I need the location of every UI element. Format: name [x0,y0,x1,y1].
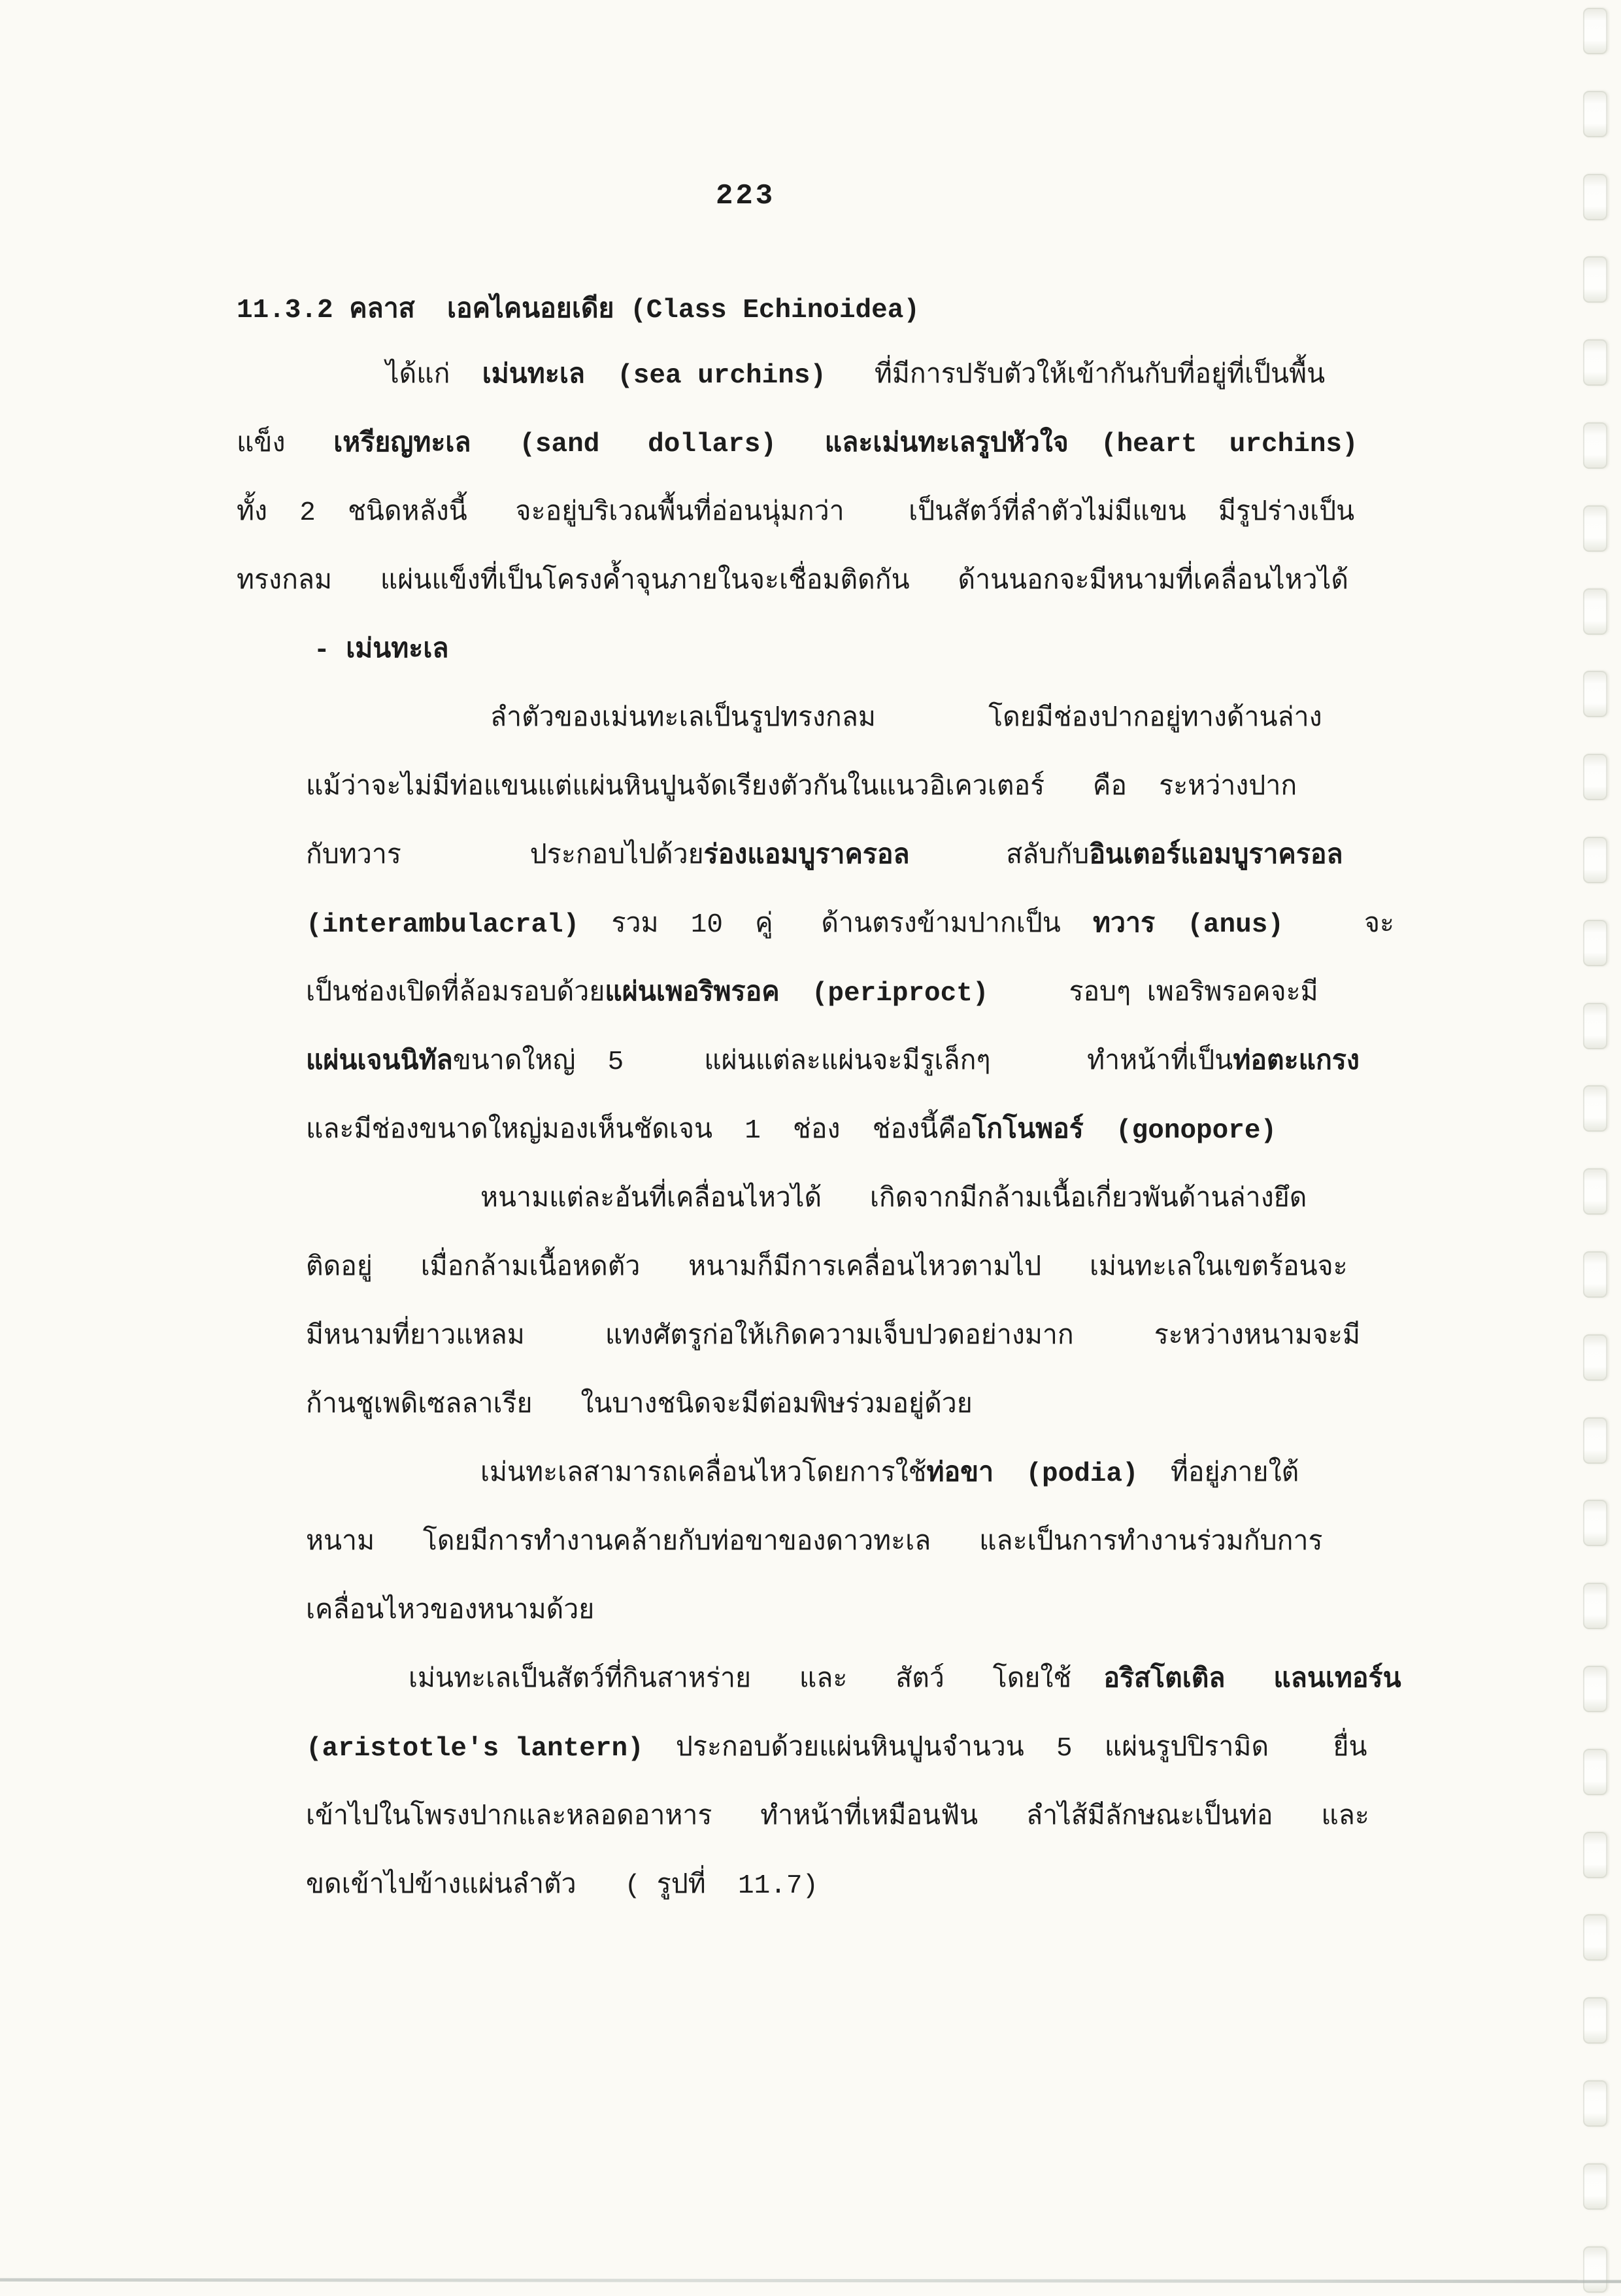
text-line: ทรงกลม แผ่นแข็งที่เป็นโครงค้ำจุนภายในจะเชื่อมติดกัน ด้านนอกจะมีหนามที่เคลื่อนไหวได้ [237,567,1348,597]
section-heading: 11.3.2 คลาส เอคไคนอยเดีย (Class Echinoidea) [237,295,920,326]
binder-hole [1583,588,1607,635]
text-line: ทั้ง 2 ชนิดหลังนี้ จะอยู่บริเวณพื้นที่อ่อนนุ่มกว่า เป็นสัตว์ที่ลำตัวไม่มีแขน มีรูปร่างเป็น [237,498,1355,528]
binder-hole [1583,2246,1607,2293]
binder-hole [1583,1168,1607,1215]
binder-hole [1583,2080,1607,2127]
binder-hole [1583,1997,1607,2044]
text-line: ติดอยู่ เมื่อกล้ามเนื้อหดตัว หนามก็มีการเคลื่อนไหวตามไป เม่นทะเลในเขตร้อนจะ [306,1253,1348,1283]
text-line: แผ่นเจนนิทัลขนาดใหญ่ 5 แผ่นแต่ละแผ่นจะมีรูเล็กๆ ทำหน้าที่เป็นท่อตะแกรง [306,1047,1360,1077]
text-line: แข็ง เหรียญทะเล (sand dollars) และเม่นทะเลรูปหัวใจ (heart urchins) [237,430,1358,460]
binder-hole [1583,920,1607,966]
binder-hole [1583,1832,1607,1878]
binder-hole [1583,837,1607,883]
sub-heading: - เม่นทะเล [314,635,449,666]
binder-hole [1583,1914,1607,1961]
binder-hole [1583,339,1607,386]
binder-hole [1583,174,1607,220]
binder-hole [1583,2163,1607,2210]
binder-hole [1583,91,1607,137]
binder-hole [1583,1003,1607,1049]
text-line: หนาม โดยมีการทำงานคล้ายกับท่อขาของดาวทะเล และเป็นการทำงานร่วมกับการ [306,1528,1323,1558]
text-line: (interambulacral) รวม 10 คู่ ด้านตรงข้ามปากเป็น ทวาร (anus) จะ [306,910,1395,940]
text-line: เม่นทะเลสามารถเคลื่อนไหวโดยการใช้ท่อขา (podia) ที่อยู่ภายใต้ [480,1459,1299,1489]
text-line: ลำตัวของเม่นทะเลเป็นรูปทรงกลม โดยมีช่องปากอยู่ทางด้านล่าง [490,704,1322,734]
binder-hole [1583,1417,1607,1464]
binder-hole [1583,1666,1607,1712]
binder-hole [1583,8,1607,54]
scan-edge-line [0,2278,1621,2284]
text-line: ก้านชูเพดิเซลลาเรีย ในบางชนิดจะมีต่อมพิษร่วมอยู่ด้วย [306,1391,973,1421]
binder-hole [1583,422,1607,469]
binder-hole [1583,671,1607,717]
text-line: หนามแต่ละอันที่เคลื่อนไหวได้ เกิดจากมีกล้ามเนื้อเกี่ยวพันด้านล่างยึด [480,1185,1307,1215]
text-line: และมีช่องขนาดใหญ่มองเห็นชัดเจน 1 ช่อง ช่องนี้คือโกโนพอร์ (gonopore) [306,1116,1277,1146]
text-line: (aristotle's lantern) ประกอบด้วยแผ่นหินปูนจำนวน 5 แผ่นรูปปิรามิด ยื่น [306,1734,1367,1764]
binder-hole [1583,256,1607,303]
page-number: 223 [716,180,776,212]
text-line: กับทวาร ประกอบไปด้วยร่องแอมบูราครอล สลับกับอินเตอร์แอมบูราครอล [306,841,1343,871]
binder-hole [1583,1251,1607,1298]
text-line: มีหนามที่ยาวแหลม แทงศัตรูก่อให้เกิดความเจ็บปวดอย่างมาก ระหว่างหนามจะมี [306,1322,1361,1352]
text-line: ได้แก่ เม่นทะเล (sea urchins) ที่มีการปรับตัวให้เข้ากันกับที่อยู่ที่เป็นพื้น [386,361,1326,391]
text-line: เคลื่อนไหวของหนามด้วย [306,1596,595,1627]
text-line: ขดเข้าไปข้างแผ่นลำตัว ( รูปที่ 11.7) [306,1871,819,1901]
binder-hole [1583,754,1607,800]
text-line: เม่นทะเลเป็นสัตว์ที่กินสาหร่าย และ สัตว์ โดยใช้ อริสโตเติล แลนเทอร์น [409,1665,1401,1695]
binder-hole [1583,505,1607,552]
binder-hole [1583,1500,1607,1546]
binder-hole [1583,1583,1607,1629]
text-line: เข้าไปในโพรงปากและหลอดอาหาร ทำหน้าที่เหมือนฟัน ลำไส้มีลักษณะเป็นท่อ และ [306,1802,1369,1832]
binder-hole [1583,1749,1607,1795]
binder-hole [1583,1085,1607,1132]
text-line: แม้ว่าจะไม่มีท่อแขนแต่แผ่นหินปูนจัดเรียงตัวกันในแนวอิเควเตอร์ คือ ระหว่างปาก [306,773,1297,803]
binder-hole [1583,1334,1607,1381]
text-line: เป็นช่องเปิดที่ล้อมรอบด้วยแผ่นเพอริพรอค (periproct) รอบๆ เพอริพรอคจะมี [306,979,1318,1009]
